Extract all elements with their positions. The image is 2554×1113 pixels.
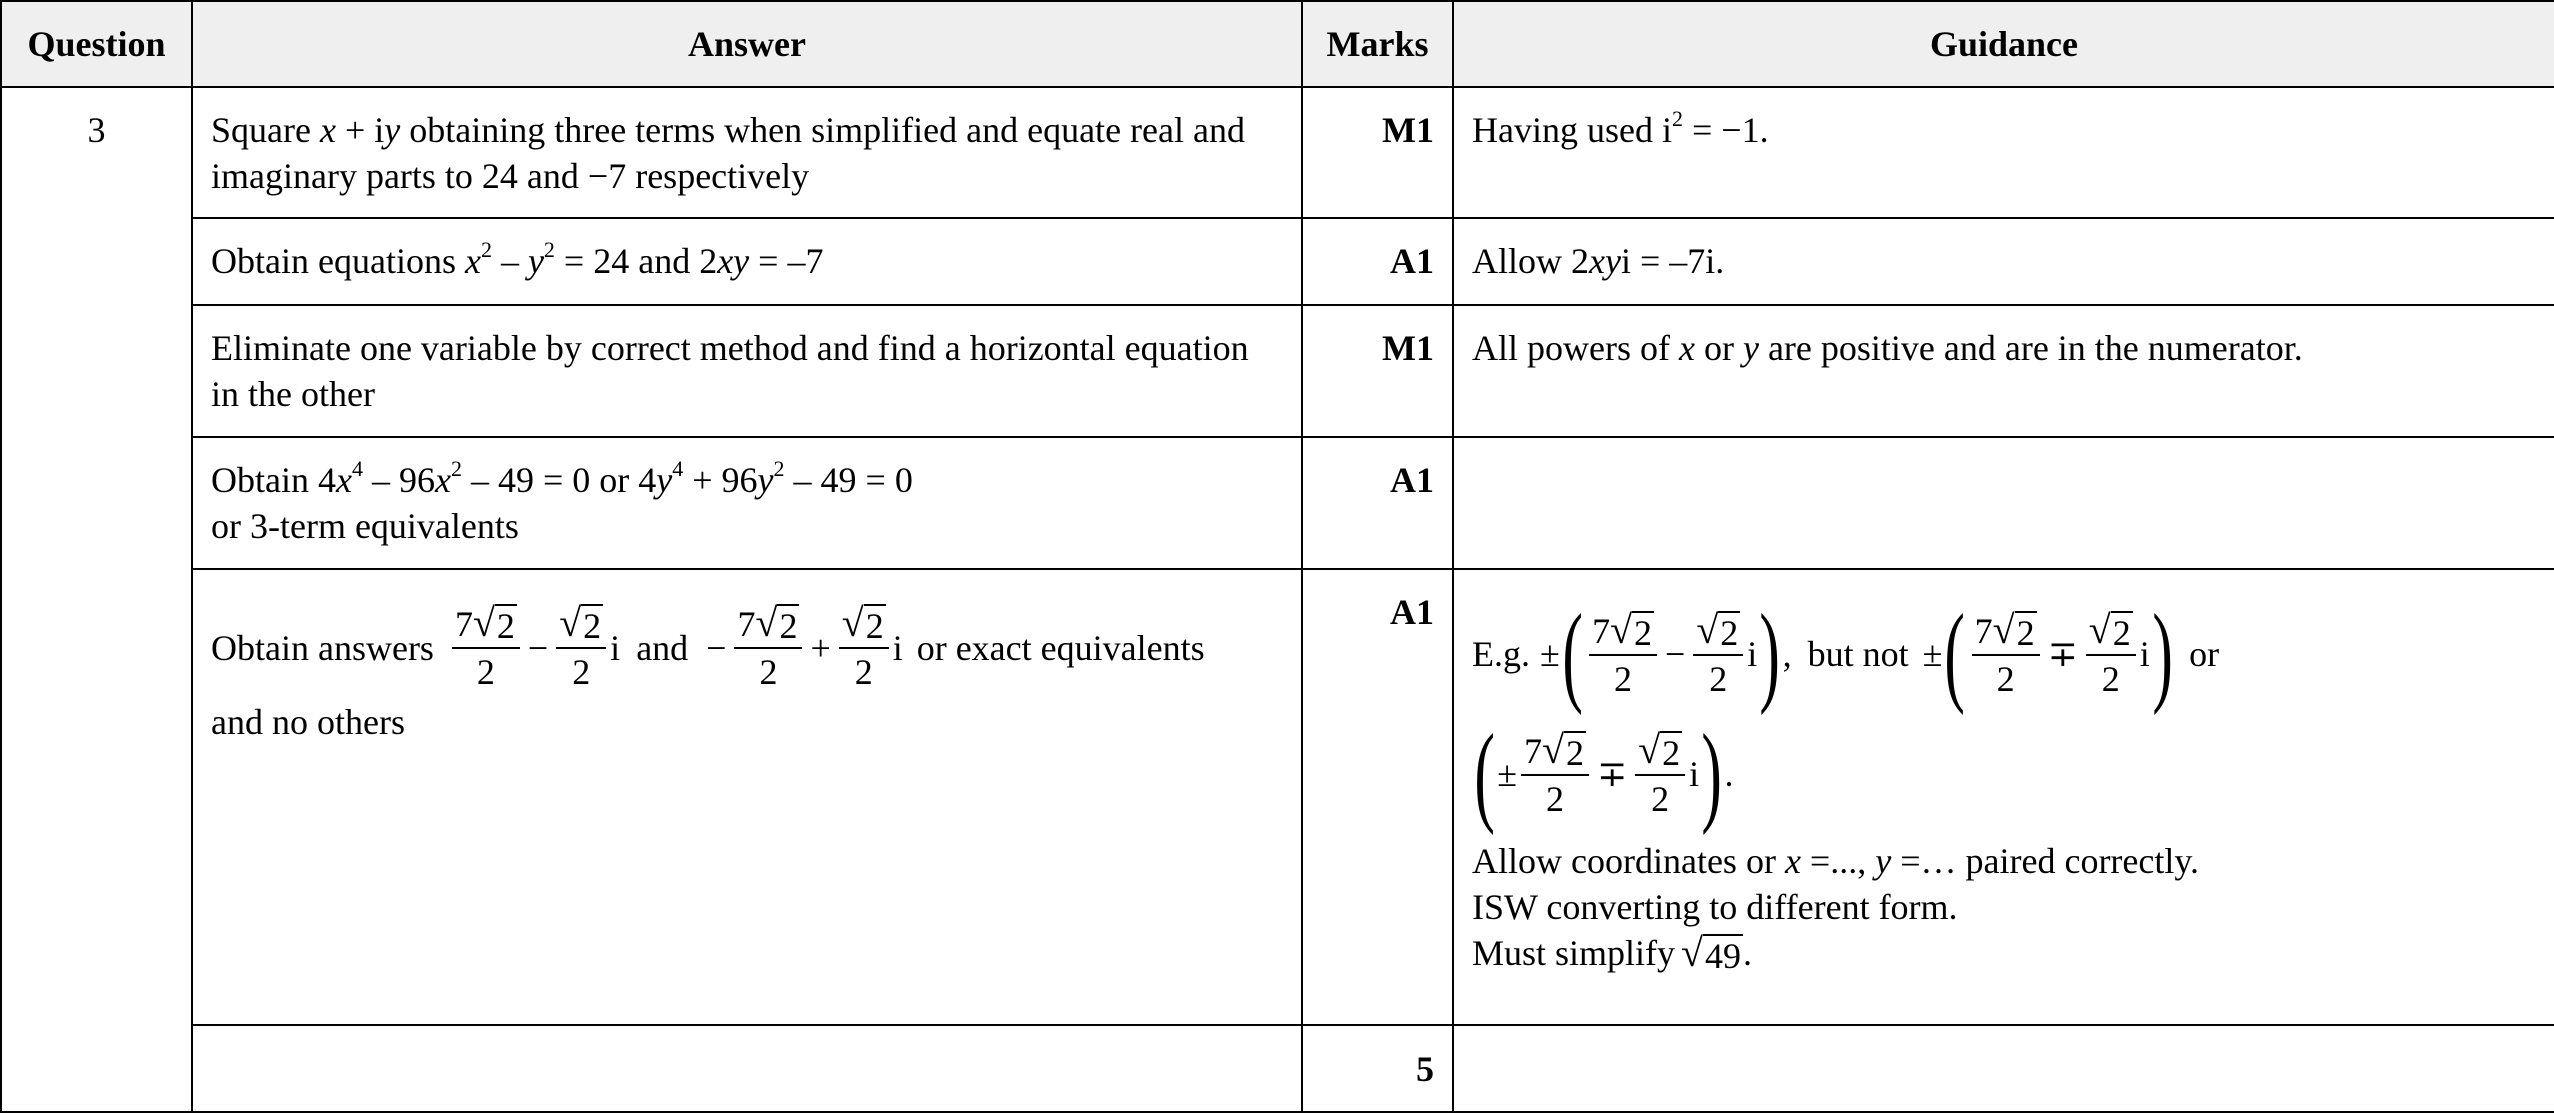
fraction xyxy=(452,600,520,695)
var: xy xyxy=(1589,241,1621,281)
sqrt: √ 2 xyxy=(755,600,798,646)
sqrt: √ 2 xyxy=(1638,726,1681,773)
superscript: 2 xyxy=(1671,106,1683,131)
radicand: 2 xyxy=(865,606,884,646)
superscript: 2 xyxy=(450,456,462,481)
mark-label: A1 xyxy=(1390,241,1434,281)
header-row xyxy=(1,1,2554,87)
operator: − xyxy=(706,627,727,668)
sqrt: √ 2 xyxy=(1542,726,1585,773)
text: . xyxy=(1724,754,1734,794)
var: x xyxy=(1678,328,1695,368)
left-paren: ( xyxy=(1562,592,1583,716)
fraction xyxy=(734,600,802,695)
superscript: 2 xyxy=(480,237,492,262)
text: =… paired correctly. xyxy=(1891,841,2200,881)
radicand: 2 xyxy=(2016,612,2035,653)
radicand: 2 xyxy=(2112,612,2131,653)
text: Obtain equations xyxy=(211,241,465,281)
fraction xyxy=(1635,727,1685,822)
mark-cell xyxy=(1302,569,1453,1025)
fraction xyxy=(556,600,606,695)
denominator: 2 xyxy=(476,652,495,692)
text: are positive and are in the numerator. xyxy=(1758,328,2303,368)
table-row xyxy=(1,569,2554,1025)
digit: 7 xyxy=(1592,610,1611,651)
radicand: 2 xyxy=(583,606,602,646)
answer-line xyxy=(211,457,1283,503)
denominator: 2 xyxy=(1996,658,2015,699)
radicand: 2 xyxy=(1720,612,1739,653)
fraction xyxy=(839,600,889,695)
var: x xyxy=(319,110,336,150)
operator: ∓ xyxy=(2047,634,2078,674)
left-paren: ( xyxy=(1474,712,1495,836)
var: y xyxy=(384,110,401,150)
denominator: 2 xyxy=(1709,658,1728,699)
question-number xyxy=(1,87,192,1112)
text: + 96 xyxy=(683,460,758,500)
digit: 7 xyxy=(1524,730,1543,771)
text: obtaining three terms when simplified and equate real and imaginary parts to 24 and −7 respectively xyxy=(211,110,1245,196)
superscript: 2 xyxy=(543,237,555,262)
text: + i xyxy=(335,110,385,150)
text: i = –7i. xyxy=(1620,241,1725,281)
digit: 7 xyxy=(737,604,756,644)
fraction xyxy=(1589,607,1657,702)
right-paren: ) xyxy=(1759,592,1781,716)
text: – xyxy=(491,241,528,281)
sqrt: √ 2 xyxy=(2088,606,2131,653)
text: Square xyxy=(211,110,320,150)
table-row xyxy=(1,87,2554,218)
radicand: 2 xyxy=(1662,732,1681,773)
header-guidance: Guidance xyxy=(1453,1,2554,87)
mark-label: M1 xyxy=(1382,110,1434,150)
text: Having used i xyxy=(1472,110,1672,150)
fraction xyxy=(2086,607,2136,702)
guidance-math-line-2 xyxy=(1472,712,2536,836)
table-row xyxy=(1,305,2554,437)
total-mark-label: 5 xyxy=(1416,1048,1434,1089)
guidance-cell xyxy=(1453,218,2554,305)
imag-unit: i xyxy=(1689,754,1700,794)
text: , xyxy=(1782,634,1792,674)
total-marks xyxy=(1302,1025,1453,1112)
var: x xyxy=(464,241,481,281)
text: E.g. xyxy=(1472,634,1530,674)
header-question: Question xyxy=(1,1,192,87)
text: = 24 and 2 xyxy=(554,241,718,281)
text: = –7 xyxy=(749,241,824,281)
radicand: 49 xyxy=(1704,936,1741,976)
fraction xyxy=(1693,607,1743,702)
text: – 49 = 0 or 4 xyxy=(461,460,657,500)
guidance-line xyxy=(1472,930,2536,976)
var: x xyxy=(1784,841,1801,881)
text: Must simplify xyxy=(1472,933,1676,973)
text: or xyxy=(1694,328,1743,368)
text: or exact equivalents xyxy=(916,627,1205,668)
operator: ± xyxy=(1540,634,1560,674)
denominator: 2 xyxy=(1614,658,1633,699)
sqrt: √ 2 xyxy=(1992,606,2035,653)
denominator: 2 xyxy=(1546,778,1565,819)
denominator: 2 xyxy=(1651,778,1670,819)
sqrt: √ 2 xyxy=(841,600,884,646)
var: y xyxy=(757,460,774,500)
var: y xyxy=(656,460,673,500)
answer-cell xyxy=(192,87,1302,218)
denominator: 2 xyxy=(572,652,591,692)
text: but not xyxy=(1807,634,1909,674)
denominator: 2 xyxy=(854,652,873,692)
radicand: 2 xyxy=(496,606,515,646)
sqrt: √ 2 xyxy=(1696,606,1739,653)
guidance-cell xyxy=(1453,305,2554,437)
guidance-cell xyxy=(1453,1025,2554,1112)
var: y xyxy=(1742,328,1759,368)
text: and xyxy=(636,627,689,668)
operator: ± xyxy=(1497,754,1518,794)
denominator: 2 xyxy=(759,652,778,692)
sqrt: √ 49 xyxy=(1681,930,1741,976)
right-paren: ) xyxy=(2152,592,2173,716)
text: = −1. xyxy=(1682,110,1769,150)
text: Obtain answers xyxy=(211,627,434,668)
total-row xyxy=(1,1025,2554,1112)
var: x xyxy=(335,460,352,500)
answer-cell xyxy=(192,218,1302,305)
superscript: 2 xyxy=(773,456,785,481)
text: =..., xyxy=(1800,841,1876,881)
header-answer: Answer xyxy=(192,1,1302,87)
digit: 7 xyxy=(454,604,473,644)
mark-cell xyxy=(1302,218,1453,305)
left-paren: ( xyxy=(1944,592,1966,716)
operator: − xyxy=(527,627,549,668)
question-number-text: 3 xyxy=(87,110,106,150)
text: – 49 = 0 xyxy=(784,460,913,500)
radicand: 2 xyxy=(1634,612,1653,653)
sqrt: √ 2 xyxy=(1610,606,1653,653)
table-row xyxy=(1,437,2554,569)
var: x xyxy=(434,460,451,500)
guidance-cell xyxy=(1453,569,2554,1025)
guidance-line xyxy=(1472,838,2536,884)
answer-cell xyxy=(192,437,1302,569)
operator: ± xyxy=(1922,634,1943,674)
text: . xyxy=(1742,933,1752,973)
sqrt: √ 2 xyxy=(472,600,515,646)
right-paren: ) xyxy=(1701,712,1723,836)
imag-unit: i xyxy=(892,627,903,668)
radicand: 2 xyxy=(1566,732,1585,773)
answer-line: and no others xyxy=(211,702,405,742)
mark-label: M1 xyxy=(1382,328,1434,368)
answer-math-line xyxy=(211,600,1205,695)
text: – 96 xyxy=(362,460,435,500)
answer-line: or 3-term equivalents xyxy=(211,506,519,546)
operator: − xyxy=(1665,634,1686,674)
imag-unit: i xyxy=(1747,634,1758,674)
answer-cell: Eliminate one variable by correct method and find a horizontal equation in the other xyxy=(192,305,1302,437)
header-marks: Marks xyxy=(1302,1,1453,87)
superscript: 4 xyxy=(672,456,684,481)
mark-cell xyxy=(1302,305,1453,437)
answer-cell xyxy=(192,569,1302,1025)
mark-label: A1 xyxy=(1390,592,1434,632)
fraction xyxy=(1521,727,1589,822)
mark-label: A1 xyxy=(1390,460,1434,500)
fraction xyxy=(1972,607,2040,702)
answer-cell xyxy=(192,1025,1302,1112)
sqrt: √ 2 xyxy=(559,600,602,646)
operator: ∓ xyxy=(1597,754,1628,794)
text: All powers of xyxy=(1472,328,1679,368)
guidance-cell xyxy=(1453,437,2554,569)
imag-unit: i xyxy=(610,627,621,668)
imag-unit: i xyxy=(2139,634,2150,674)
text: Allow coordinates or xyxy=(1472,841,1785,881)
radicand: 2 xyxy=(779,606,798,646)
guidance-cell xyxy=(1453,87,2554,218)
superscript: 4 xyxy=(351,456,363,481)
var: xy xyxy=(717,241,750,281)
mark-cell xyxy=(1302,437,1453,569)
mark-cell xyxy=(1302,87,1453,218)
text: or xyxy=(2189,634,2220,674)
text: Allow 2 xyxy=(1472,241,1589,281)
var: y xyxy=(527,241,544,281)
var: y xyxy=(1875,841,1892,881)
digit: 7 xyxy=(1974,610,1993,651)
operator: + xyxy=(810,627,831,668)
text: Obtain 4 xyxy=(211,460,336,500)
guidance-math-line-1 xyxy=(1472,592,2536,716)
table-row xyxy=(1,218,2554,305)
denominator: 2 xyxy=(2101,658,2120,699)
guidance-line: ISW converting to different form. xyxy=(1472,887,1958,927)
